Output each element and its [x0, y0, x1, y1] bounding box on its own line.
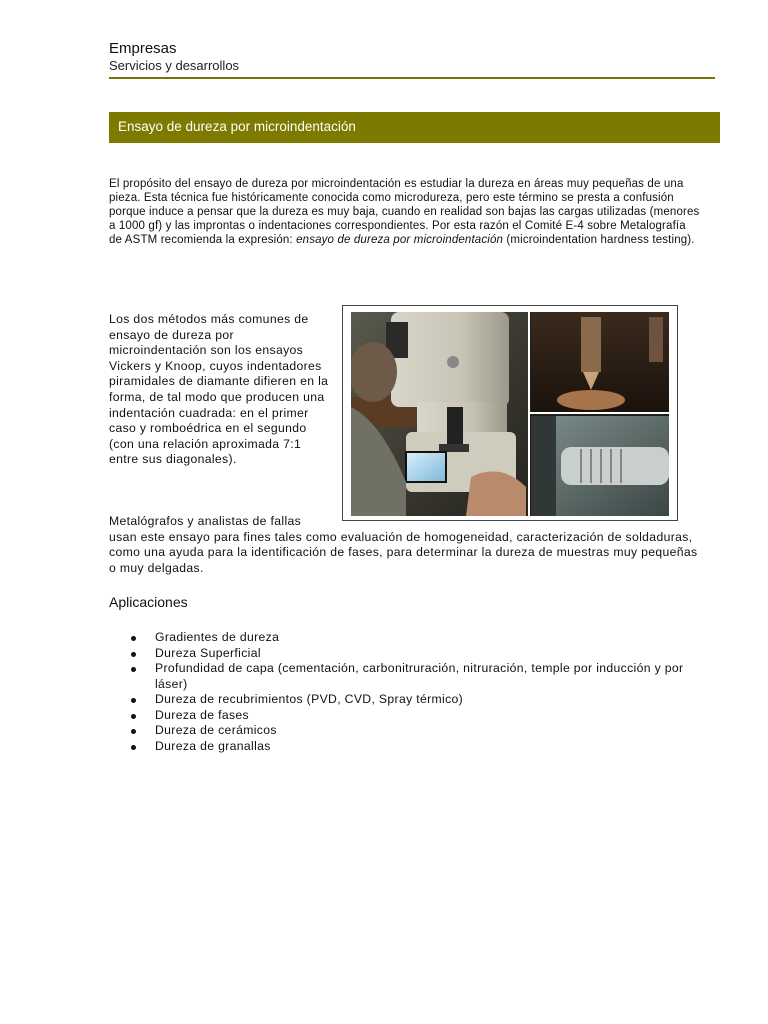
page-header: [109, 40, 715, 74]
list-item: [109, 708, 689, 724]
list-item-label: Dureza de fases: [155, 707, 249, 722]
applications-heading: Aplicaciones: [109, 594, 188, 610]
list-item-label: Dureza de granallas: [155, 738, 271, 753]
company-name: Empresas: [109, 40, 177, 57]
usage-text-line1: Metalógrafos y analistas de fallas: [109, 514, 302, 528]
list-item: [109, 630, 689, 646]
list-item-label: Dureza Superficial: [155, 645, 261, 660]
list-item-label: Dureza de recubrimientos (PVD, CVD, Spray térmico): [155, 692, 464, 706]
list-item-label: Dureza de cerámicos: [155, 723, 277, 737]
bullet-icon: [131, 636, 136, 641]
list-item: [109, 739, 689, 755]
list-item: [109, 661, 689, 692]
bullet-icon: [131, 745, 136, 750]
list-item: [109, 692, 689, 708]
methods-paragraph: Los dos métodos más comunes de ensayo de dureza por microindentación son los ensayos Vickers y Knoop, cuyos indentadores piramidales de diamante difieren en la forma, de tal modo que producen una indentación cuadrada: en el primer caso y romboédrica en el segundo (con una relación aproximada 7:1 entre sus diagonales).: [109, 312, 329, 467]
bullet-icon: [131, 714, 136, 719]
intro-paragraph: [109, 177, 701, 247]
section-banner: [109, 112, 720, 143]
list-item-label: Gradientes de dureza: [155, 630, 280, 644]
bullet-icon: [131, 698, 136, 703]
banner-title: Ensayo de dureza por microindentación: [118, 119, 356, 134]
bullet-icon: [131, 667, 136, 672]
usage-paragraph: [109, 514, 699, 576]
usage-text: usan este ensayo para fines tales como evaluación de homogeneidad, caracterización de soldaduras, como una ayuda para la identificación de fases, para determinar la dureza de muestras muy pequeñas o muy delgadas.: [109, 529, 698, 575]
list-item-label: Profundidad de capa (cementación, carbonitruración, nitruración, temple por inducción y por láser): [155, 661, 684, 691]
list-item: [109, 646, 689, 662]
header-divider: [109, 77, 715, 79]
applications-list: [109, 630, 689, 754]
bullet-icon: [131, 729, 136, 734]
microhardness-tester-photo: [342, 305, 678, 521]
intro-text-end: (microindentation hardness testing).: [503, 234, 695, 246]
section-name: Servicios y desarrollos: [109, 58, 240, 73]
intro-emphasis: ensayo de dureza por microindentación: [296, 234, 504, 246]
list-item: [109, 723, 689, 739]
bullet-icon: [131, 652, 136, 657]
intro-text: El propósito del ensayo de dureza por microindentación es estudiar la dureza en áreas muy pequeñas de una pieza. Esta técnica fue históricamente conocida como microdureza, pero este término se presta a confusión porque induce a pensar que la dureza es muy baja, cuando en realidad son bajas las cargas utilizadas (menores a 1000 gf) y las improntas o indentaciones correspondientes. Por esta razón el Comité E-4 sobre Metalografía de ASTM recomienda la expresión:: [109, 178, 700, 246]
photo-collage-image: [351, 312, 669, 516]
